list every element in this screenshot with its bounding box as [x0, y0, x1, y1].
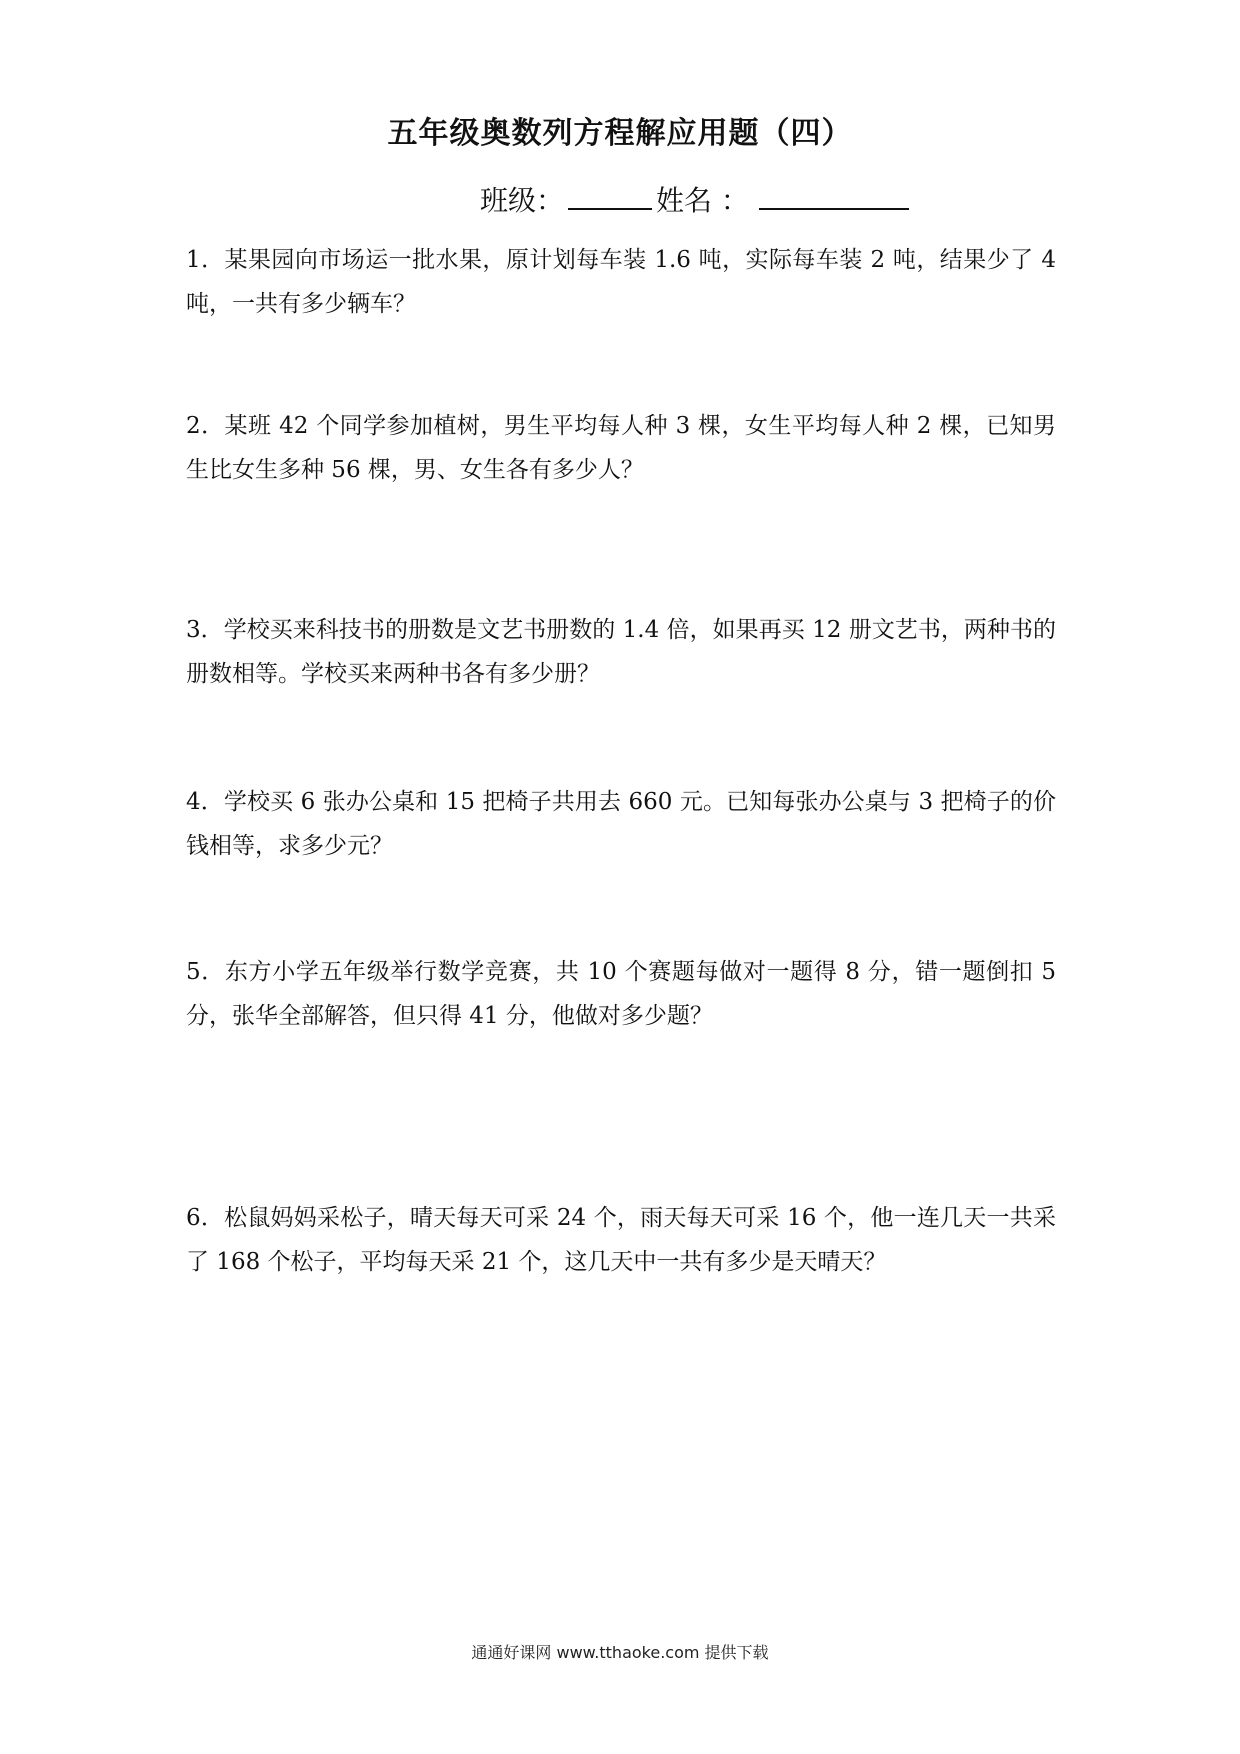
page-title: 五年级奥数列方程解应用题（四） [387, 116, 853, 151]
download-footer: 通通好课网 www.tthaoke.com 提供下载 [471, 1643, 769, 1662]
name-label: 姓名 ： [656, 184, 749, 217]
problem-4: 4．学校买 6 张办公桌和 15 把椅子共用去 660 元。已知每张办公桌与 3 把椅子的价钱相等，求多少元？ [186, 789, 1056, 859]
problem-2: 2．某班 42 个同学参加植树，男生平均每人种 3 棵，女生平均每人种 2 棵，已知男生比女生多种 56 棵，男、女生各有多少人？ [186, 413, 1056, 483]
class-blank-line[interactable] [568, 178, 652, 210]
name-blank-line[interactable] [759, 178, 909, 210]
problem-3: 3．学校买来科技书的册数是文艺书册数的 1.4 倍，如果再买 12 册文艺书，两种书的册数相等。学校买来两种书各有多少册？ [186, 617, 1056, 687]
problem-5: 5．东方小学五年级举行数学竞赛，共 10 个赛题每做对一题得 8 分，错一题倒扣 5 分，张华全部解答，但只得 41 分，他做对多少题？ [186, 959, 1056, 1029]
problem-1: 1．某果园向市场运一批水果，原计划每车装 1.6 吨，实际每车装 2 吨，结果少了 4 吨，一共有多少辆车？ [186, 247, 1056, 317]
problem-6: 6．松鼠妈妈采松子，晴天每天可采 24 个，雨天每天可采 16 个，他一连几天一共采了 168 个松子，平均每天采 21 个，这几天中一共有多少是天晴天？ [186, 1205, 1056, 1275]
student-info-line [480, 178, 909, 219]
class-label: 班级： [480, 184, 565, 217]
